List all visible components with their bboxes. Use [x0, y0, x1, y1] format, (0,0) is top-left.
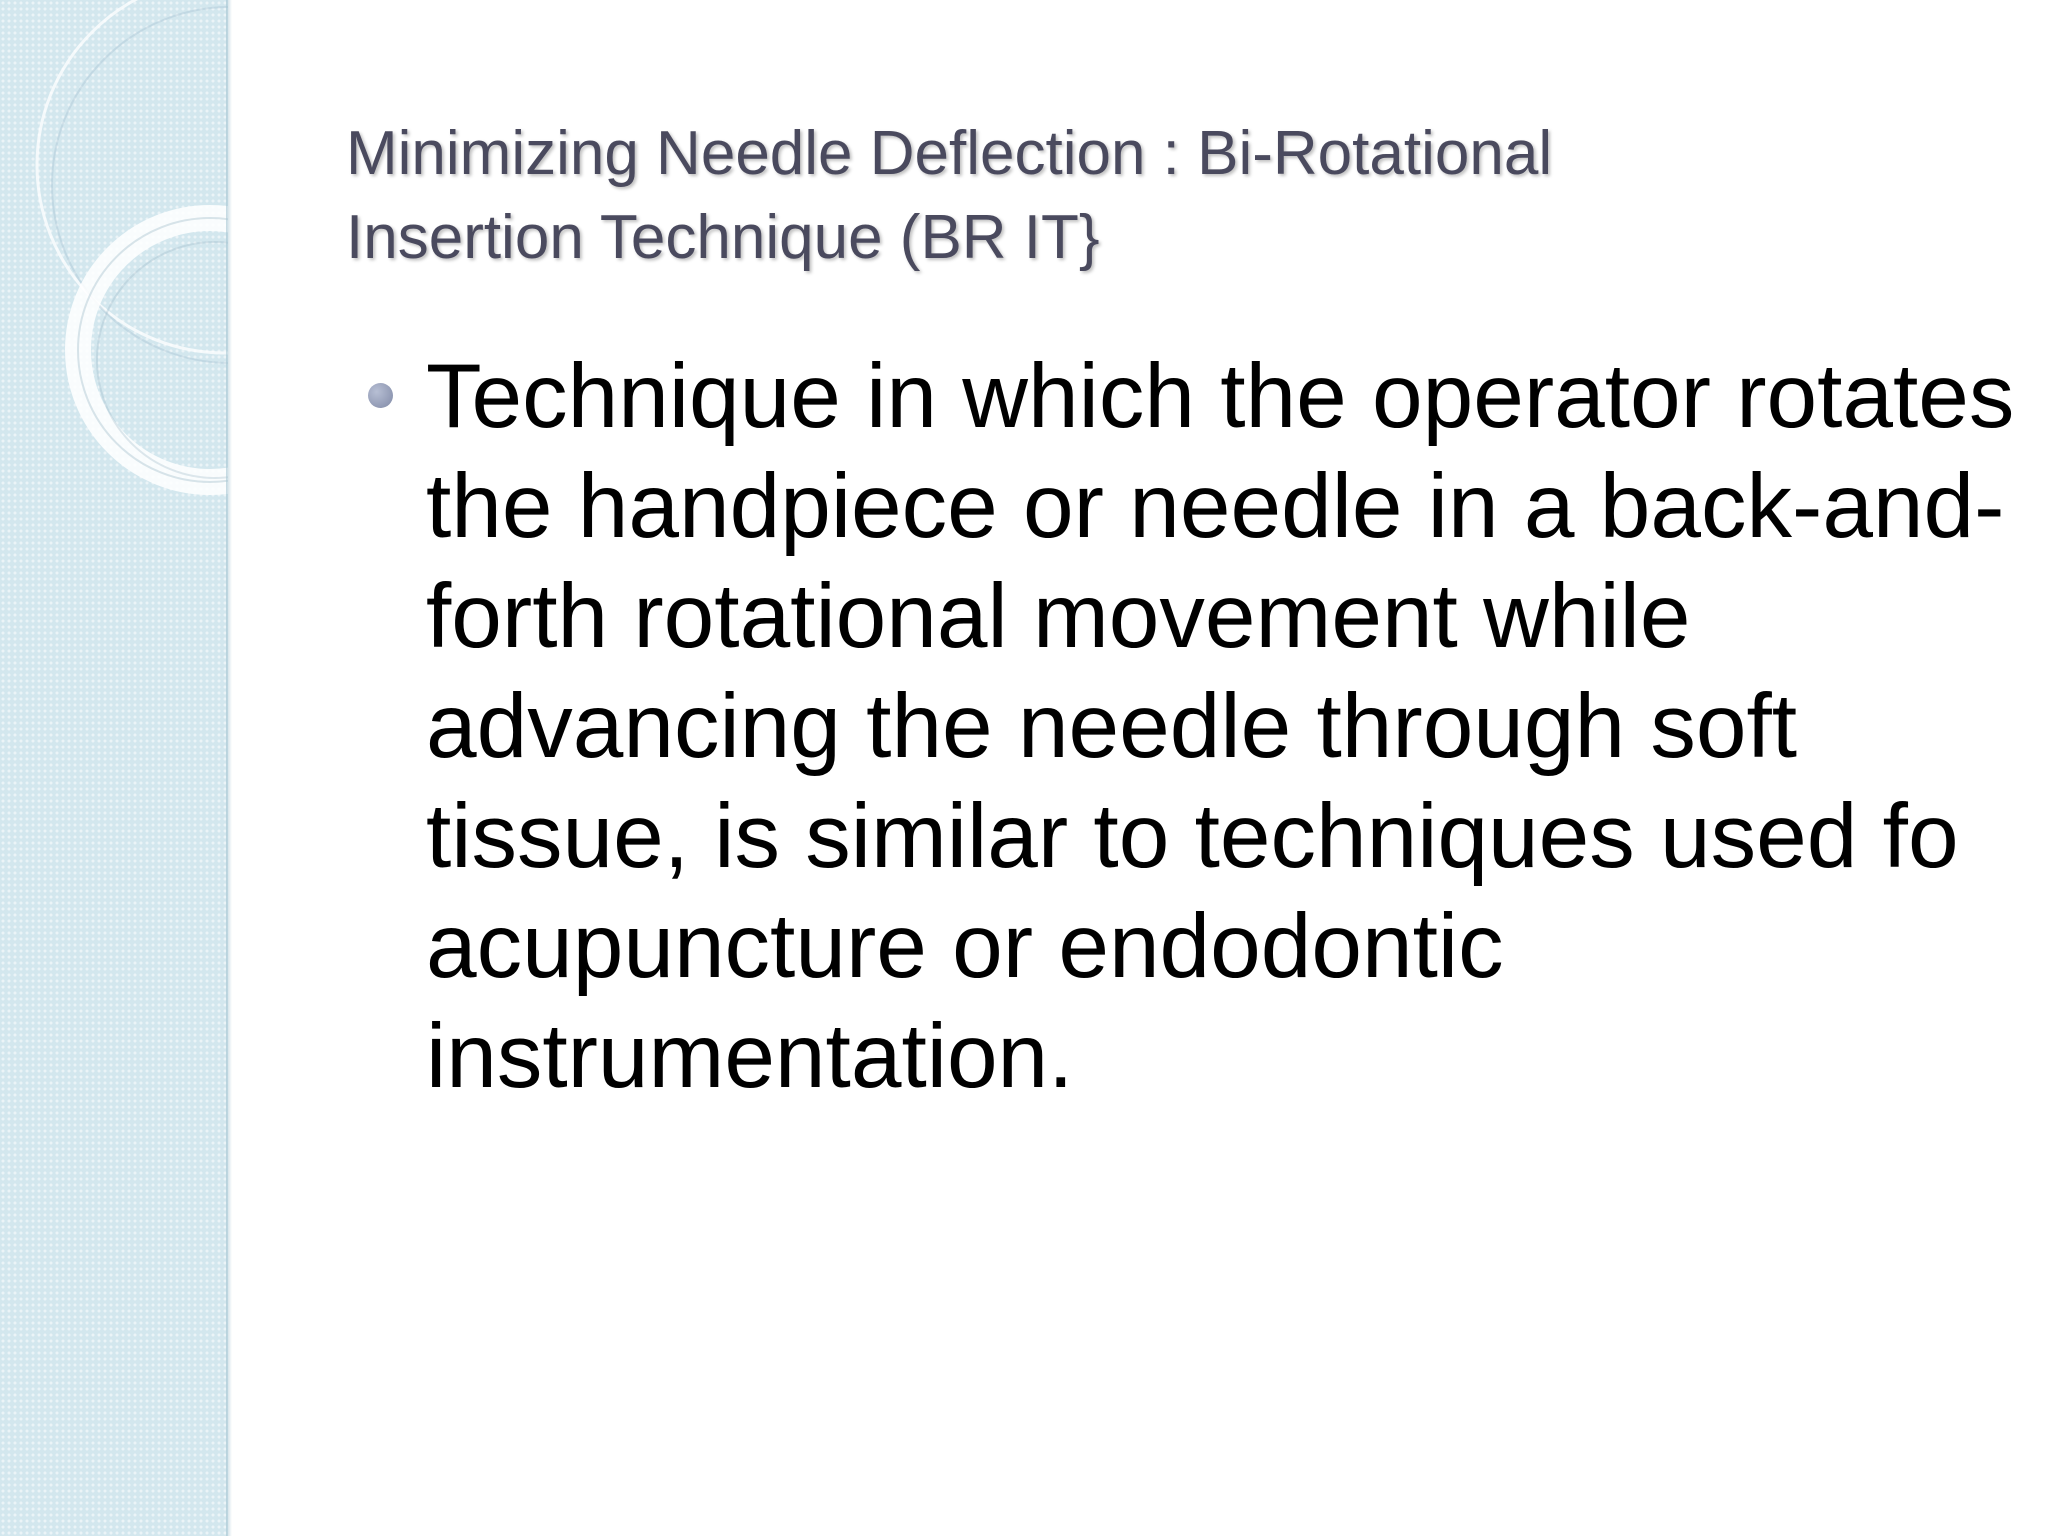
side-band-decoration: [0, 0, 228, 1536]
bullet-item: [346, 342, 2015, 1112]
slide-title-line-2: Insertion Technique (BR IT}: [346, 203, 1100, 272]
slide-title-line-1: Minimizing Needle Deflection : Bi-Rotational: [346, 119, 1553, 188]
bullet-dot-icon: [368, 383, 393, 408]
decorative-rings-icon: [0, 0, 228, 520]
bullet-list: [346, 342, 2015, 1112]
slide-title: [346, 112, 1906, 280]
bullet-text: Technique in which the operator rotates the handpiece or needle in a back-and-forth rotational movement while advancing the needle through soft tissue, is similar to techniques used fo acupuncture or endodontic instrumentation.: [426, 346, 2015, 1107]
